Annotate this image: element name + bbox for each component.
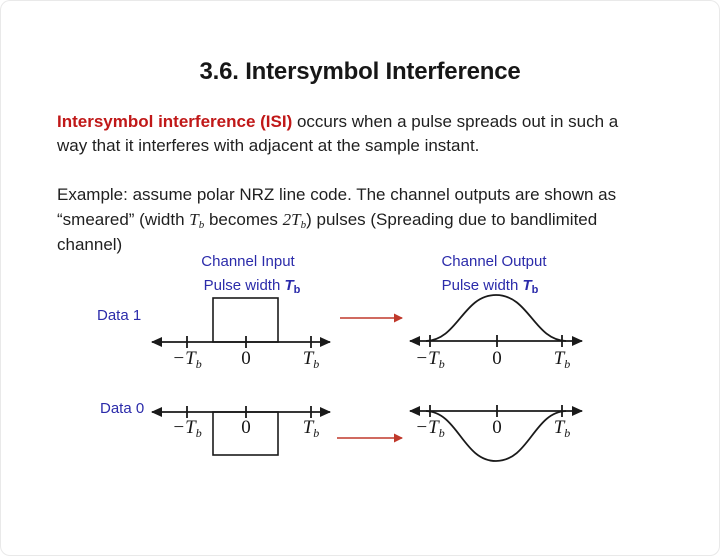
waveform-diagram xyxy=(0,250,720,556)
pulse-width-output-T: T xyxy=(522,277,532,294)
data0-output-label-zero: 0 xyxy=(492,417,502,438)
math-Tb-subscript: b xyxy=(198,219,205,231)
example-line-2a: “smeared” (width xyxy=(57,210,190,229)
data0-input-label-minus-tb xyxy=(172,417,201,439)
tb-subscript: b xyxy=(313,357,320,371)
pulse-width-output-text: Pulse width xyxy=(441,277,523,294)
data0-input-label-zero: 0 xyxy=(241,417,251,438)
data1-label: Data 1 xyxy=(97,307,142,324)
intro-paragraph xyxy=(57,110,618,158)
intro-line-1 xyxy=(57,110,618,134)
pulse-width-input-text: Pulse width xyxy=(203,277,285,294)
data1-rect-pulse xyxy=(213,298,278,342)
pulse-width-output-label xyxy=(442,277,539,294)
math-2Tb-subscript: b xyxy=(300,219,307,231)
slide-title: 3.6. Intersymbol Interference xyxy=(199,58,521,85)
tb-symbol: T xyxy=(302,417,314,438)
tb-subscript: b xyxy=(195,357,202,371)
minus-tb-symbol: −T xyxy=(172,348,196,369)
example-paragraph xyxy=(57,182,616,257)
example-line-2 xyxy=(57,207,616,232)
data1-smeared-pulse-curve xyxy=(426,295,566,341)
tb-subscript: b xyxy=(195,426,202,440)
data0-output-label-tb xyxy=(554,417,571,439)
data0-input-label-tb xyxy=(303,417,320,439)
tb-symbol: T xyxy=(553,348,565,369)
minus-tb-symbol: −T xyxy=(415,348,439,369)
data1-output-label-tb xyxy=(554,348,571,370)
example-line-1: Example: assume polar NRZ line code. The channel outputs are shown as xyxy=(57,185,617,204)
tb-symbol: T xyxy=(302,348,314,369)
tb-subscript: b xyxy=(438,426,445,440)
intro-line-2: way that it interferes with adjacent at the sample instant. xyxy=(57,136,480,155)
data1-input-label-tb xyxy=(303,348,320,370)
minus-tb-symbol: −T xyxy=(415,417,439,438)
isi-term: Intersymbol interference (ISI) xyxy=(57,112,293,131)
pulse-width-input-T: T xyxy=(284,277,294,294)
data1-input-label-minus-tb xyxy=(172,348,201,370)
data1-output-label-minus-tb xyxy=(415,348,444,370)
example-line-2c: ) pulses (Spreading due to bandlimited xyxy=(306,210,598,229)
pulse-width-output-sub: b xyxy=(531,284,539,296)
example-line-2mid: becomes xyxy=(204,210,283,229)
pulse-width-input-label xyxy=(204,277,301,294)
data0-label: Data 0 xyxy=(100,400,145,417)
data1-input-label-zero: 0 xyxy=(241,348,251,369)
tb-subscript: b xyxy=(564,357,571,371)
intro-line-1-rest: occurs when a pulse spreads out in such a xyxy=(292,112,619,131)
channel-output-label: Channel Output xyxy=(441,253,547,270)
pulse-width-input-sub: b xyxy=(293,284,301,296)
tb-symbol: T xyxy=(553,417,565,438)
data1-output-label-zero: 0 xyxy=(492,348,502,369)
data0-output-label-minus-tb xyxy=(415,417,444,439)
math-2Tb-symbol: 2T xyxy=(282,210,301,229)
tb-subscript: b xyxy=(438,357,445,371)
tb-subscript: b xyxy=(313,426,320,440)
tb-subscript: b xyxy=(564,426,571,440)
minus-tb-symbol: −T xyxy=(172,417,196,438)
channel-input-label: Channel Input xyxy=(201,253,295,270)
math-Tb-symbol: T xyxy=(189,210,199,229)
example-line-3: channel) xyxy=(57,235,123,254)
